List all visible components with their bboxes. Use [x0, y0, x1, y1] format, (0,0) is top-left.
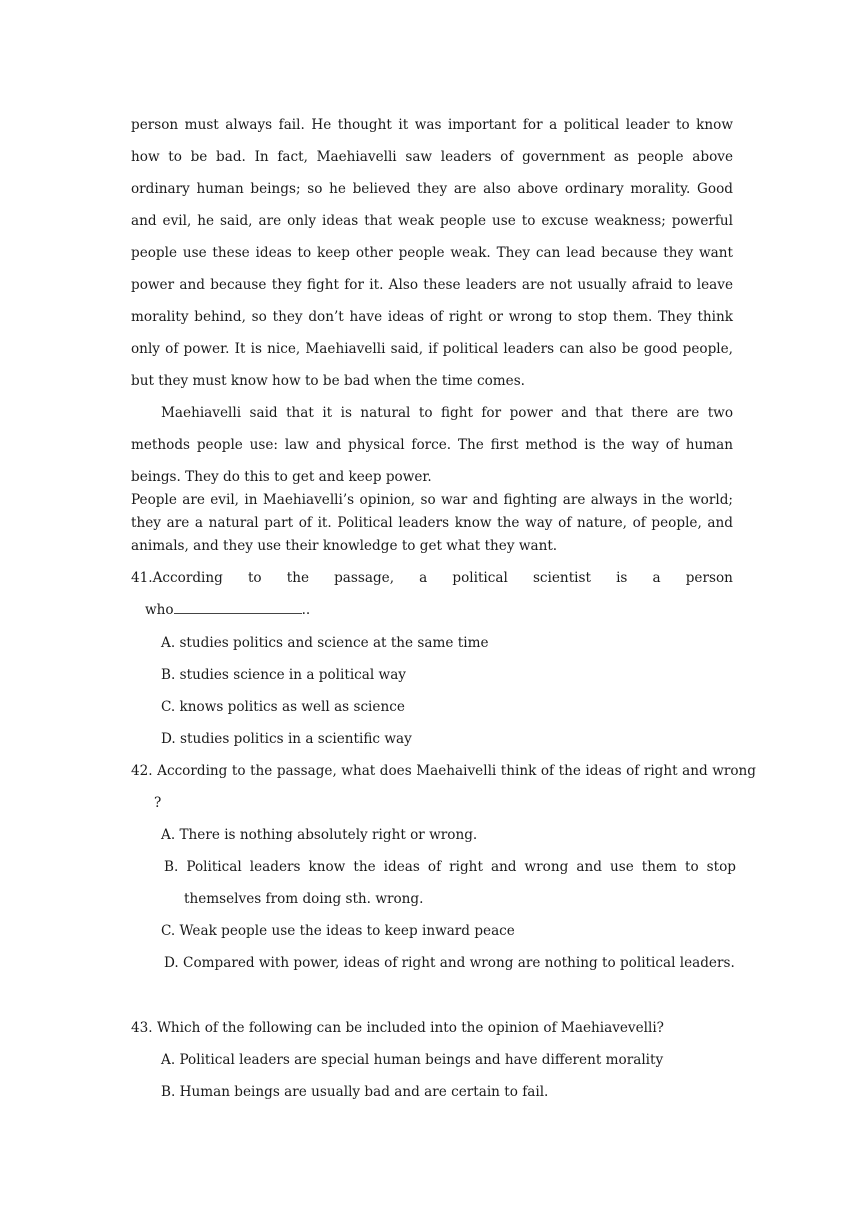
q41-end: ..: [301, 602, 311, 618]
q41-word: a: [652, 570, 661, 586]
q41-word: to: [247, 570, 262, 586]
q41-word: is: [616, 570, 628, 586]
q41-option-b: B. studies science in a political way: [161, 667, 406, 683]
q41-word: passage,: [334, 570, 395, 586]
q41-word: a: [419, 570, 428, 586]
q41-option-d: D. studies politics in a scientific way: [161, 731, 412, 747]
q42-option-d: D. Compared with power, ideas of right and wrong are nothing to political leaders.: [164, 955, 735, 971]
answer-blank: [174, 599, 302, 614]
question-41-stem: [131, 562, 733, 626]
q41-word: political: [452, 570, 508, 586]
q43-option-a: A. Political leaders are special human beings and have different morality: [161, 1052, 664, 1068]
q41-option-a: A. studies politics and science at the same time: [161, 635, 489, 651]
q41-word: person: [685, 570, 733, 586]
question-41-line-2: [131, 594, 733, 626]
q42-option-a: A. There is nothing absolutely right or wrong.: [161, 827, 478, 843]
q42-option-c: C. Weak people use the ideas to keep inward peace: [161, 923, 515, 939]
q42-option-b: B. Political leaders know the ideas of right and wrong and use them to stop themselves from doing sth. wrong.: [164, 859, 736, 907]
passage-paragraph-2: Maehiavelli said that it is natural to fight for power and that there are two methods people use: law and physical force. The first method is the way of human beings. They do this to get and keep power.: [131, 405, 733, 485]
q41-word: scientist: [532, 570, 591, 586]
q41-option-c: C. knows politics as well as science: [161, 699, 405, 715]
q41-word: the: [286, 570, 309, 586]
passage-paragraph-3: People are evil, in Maehiavelli’s opinion, so war and fighting are always in the world; they are a natural part of it. Political leaders know the way of nature, of people, and animals, and they use their knowledge to get what they want.: [131, 492, 733, 554]
question-42-stem: 42. According to the passage, what does Maehaivelli think of the ideas of right and wrong ?: [131, 763, 756, 811]
q41-who: who: [145, 602, 174, 618]
q43-option-b: B. Human beings are usually bad and are certain to fail.: [161, 1084, 549, 1100]
passage-paragraph-1: person must always fail. He thought it was important for a political leader to know how to be bad. In fact, Maehiavelli saw leaders of government as people above ordinary human beings; so he believed they are also above ordinary morality. Good and evil, he said, are only ideas that weak people use to excuse weakness; powerful people use these ideas to keep other people weak. They can lead because they want power and because they fight for it. Also these leaders are not usually afraid to leave morality behind, so they don’t have ideas of right or wrong to stop them. They think only of power. It is nice, Maehiavelli said, if political leaders can also be good people, but they must know how to be bad when the time comes.: [131, 117, 733, 389]
q41-word: 41.According: [131, 570, 223, 586]
question-41-line-1: [131, 562, 733, 594]
question-43-stem: 43. Which of the following can be included into the opinion of Maehiavevelli?: [131, 1020, 664, 1036]
